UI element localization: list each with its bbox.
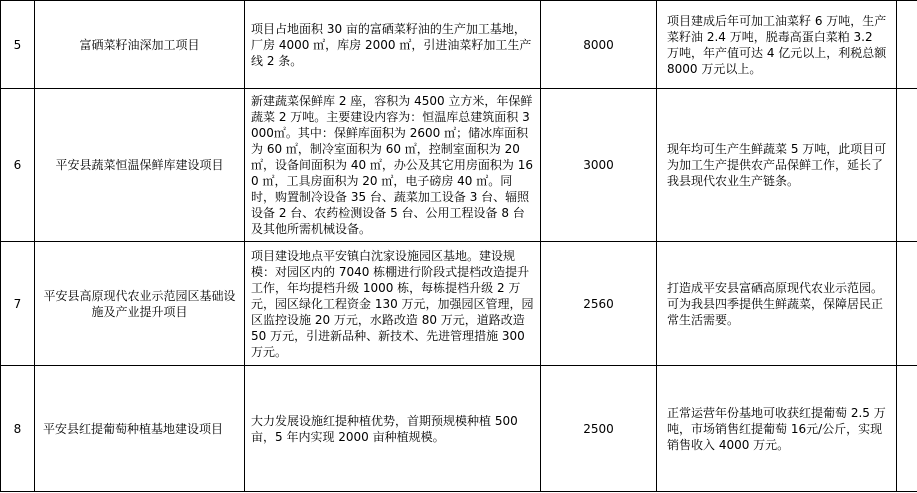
project-name: 平安县高原现代农业示范园区基础设施及产业提升项目 — [35, 242, 245, 366]
row-number: 8 — [1, 366, 35, 492]
table-row — [1, 366, 917, 492]
blank-cell — [897, 89, 917, 242]
row-number: 6 — [1, 89, 35, 242]
expected-benefit: 现年均可生产生鲜蔬菜 5 万吨，此项目可为加工生产提供农产品保鲜工作，延长了我县现代农业生产链条。 — [657, 89, 897, 242]
project-name: 富硒菜籽油深加工项目 — [35, 1, 245, 89]
row-number: 7 — [1, 242, 35, 366]
table-row — [1, 1, 917, 89]
table-row — [1, 89, 917, 242]
investment-amount: 2500 — [541, 366, 657, 492]
investment-amount: 2560 — [541, 242, 657, 366]
row-number: 5 — [1, 1, 35, 89]
construction-content: 项目建设地点平安镇白沈家设施园区基地。建设规模：对园区内的 7040 栋棚进行阶段式提档改造提升工作，年均提档升级 1000 栋，每栋提档升级 2 万元，园区绿化工程资金 130 万元，加强园区管理，园区监控设施 20 万元，水路改造 80 万元，道路改造 50 万元，引进新品种、新技术、先进管理措施 300 万元。 — [245, 242, 541, 366]
table-row — [1, 242, 917, 366]
expected-benefit: 正常运营年份基地可收获红提葡萄 2.5 万吨，市场销售红提葡萄 16元/公斤，实现销售收入 4000 万元。 — [657, 366, 897, 492]
project-name: 平安县蔬菜恒温保鲜库建设项目 — [35, 89, 245, 242]
investment-amount: 8000 — [541, 1, 657, 89]
investment-amount: 3000 — [541, 89, 657, 242]
construction-content: 新建蔬菜保鲜库 2 座，容积为 4500 立方米，年保鲜蔬菜 2 万吨。主要建设内容为：恒温库总建筑面积 3000㎡。其中：保鲜库面积为 2600 ㎡；储冰库面积为 60 ㎡，制冷室面积为 60 ㎡，控制室面积为 20 ㎡，设备间面积为 40 ㎡，办公及其它用房面积为 160 ㎡，工具房面积为 20 ㎡，电子磅房 40 ㎡。同时，购置制冷设备 35 台、蔬菜加工设备 3 台、辐照设备 2 台、农药检测设备 5 台、公用工程设备 8 台及其他所需机械设备。 — [245, 89, 541, 242]
blank-cell — [897, 366, 917, 492]
construction-content: 大力发展设施红提种植优势，首期预规模种植 500 亩，5 年内实现 2000 亩种植规模。 — [245, 366, 541, 492]
expected-benefit: 项目建成后年可加工油菜籽 6 万吨，生产菜籽油 2.4 万吨，脱毒高蛋白菜粕 3.2 万吨，年产值可达 4 亿元以上，利税总额 8000 万元以上。 — [657, 1, 897, 89]
construction-content: 项目占地面积 30 亩的富硒菜籽油的生产加工基地，厂房 4000 ㎡，库房 2000 ㎡，引进油菜籽加工生产线 2 条。 — [245, 1, 541, 89]
expected-benefit: 打造成平安县富硒高原现代农业示范园。可为我县四季提供生鲜蔬菜，保障居民正常生活需要。 — [657, 242, 897, 366]
blank-cell — [897, 1, 917, 89]
blank-cell — [897, 242, 917, 366]
project-name: 平安县红提葡萄种植基地建设项目 — [35, 366, 245, 492]
